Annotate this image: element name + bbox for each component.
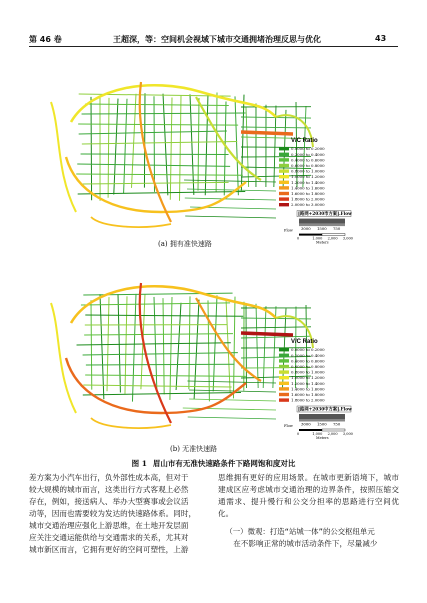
local-road bbox=[91, 97, 92, 200]
legend-title: V/C Ratio bbox=[291, 339, 318, 345]
legend-swatch bbox=[279, 158, 289, 161]
legend-item: 1.0000 to 1.2000 bbox=[291, 174, 325, 180]
legend-swatch bbox=[279, 197, 289, 200]
arterial-road bbox=[91, 418, 171, 428]
local-road bbox=[187, 381, 276, 383]
local-road bbox=[170, 297, 172, 400]
legend-swatch bbox=[279, 192, 289, 195]
page-number: 43 bbox=[375, 34, 387, 43]
legend-item: 0.8000 to 1.0000 bbox=[291, 369, 325, 375]
legend-item: 0.2000 to 0.4000 bbox=[291, 151, 325, 157]
legend-item: 1.4000 to 1.6000 bbox=[291, 185, 325, 191]
local-road bbox=[79, 131, 227, 134]
flow-word: Flow bbox=[284, 228, 293, 233]
legend-item: 0.0000 to 0.2000 bbox=[291, 146, 325, 152]
local-road bbox=[188, 417, 276, 419]
scale-unit: Meters bbox=[316, 436, 329, 440]
local-road bbox=[77, 343, 231, 345]
figure-label: 图 1 bbox=[131, 459, 147, 468]
legend-item: 1.2000 to 1.4000 bbox=[291, 380, 325, 386]
running-title: 王超深，等：空间机会视域下城市交通拥堵治理反思与优化 bbox=[113, 35, 321, 44]
arterial-road bbox=[196, 298, 261, 381]
legend-item: 0.4000 to 0.6000 bbox=[291, 358, 325, 364]
body-paragraph: 在不影响正常的城市活动条件下，尽量减少 bbox=[233, 539, 378, 548]
figure-caption-text: 眉山市有无准快速路条件下路网饱和度对比 bbox=[152, 459, 296, 468]
flow-value: 1500 bbox=[317, 226, 327, 232]
local-road bbox=[124, 99, 127, 194]
scale-value: 2,000 bbox=[327, 236, 338, 241]
legend-swatch bbox=[279, 175, 289, 178]
legend-swatch bbox=[279, 147, 289, 150]
local-road bbox=[78, 191, 246, 194]
map-legend bbox=[279, 138, 353, 245]
local-road bbox=[241, 336, 311, 338]
local-road bbox=[82, 113, 246, 114]
legend-item: 1.0000 to 1.2000 bbox=[291, 375, 325, 381]
local-road bbox=[154, 96, 155, 192]
flow-value: 3000 bbox=[301, 226, 311, 232]
legend-swatch bbox=[279, 203, 289, 206]
bridge-road bbox=[241, 132, 293, 134]
legend-item: 0.4000 to 0.6000 bbox=[291, 157, 325, 163]
bridge-road bbox=[241, 333, 293, 335]
subfigure-caption-b: (b) 无准快速路 bbox=[170, 445, 218, 453]
body-line: 动等，因而也需要较为发达的快速路体系。同时， bbox=[29, 509, 197, 518]
body-line: 差方案为小汽车出行，负外部性成本高，但对于 bbox=[29, 473, 189, 482]
local-road bbox=[194, 300, 199, 400]
local-road bbox=[170, 97, 172, 199]
legend-item: 0.6000 to 0.8000 bbox=[291, 364, 325, 369]
scale-value: 3,000 bbox=[342, 236, 353, 241]
flow-bar bbox=[299, 219, 345, 224]
scale-bar bbox=[299, 429, 322, 431]
body-column-right bbox=[218, 472, 399, 550]
scale-bar bbox=[322, 234, 345, 236]
section-heading: （一）微观：打造“站城一体”的公交枢纽单元 bbox=[225, 527, 375, 536]
flow-value: 1500 bbox=[317, 421, 327, 427]
local-road bbox=[189, 399, 276, 401]
local-road bbox=[185, 198, 276, 200]
local-road bbox=[205, 93, 208, 195]
scale-value: 0 bbox=[297, 236, 300, 241]
local-road bbox=[241, 117, 311, 118]
header-rule bbox=[29, 46, 398, 47]
body-line: 较大规模的城市而言，这类出行方式客观上必然 bbox=[29, 485, 189, 494]
flow-value: 750 bbox=[333, 226, 341, 232]
legend-item: 1.8000 to 2.0000 bbox=[291, 196, 325, 202]
body-paragraph: 思维拥有更好的应用场景。在城市更新语境下，城市建成区应考虑城市交通治理的边界条件，按照压缩交通需求、提升慢行和公交分担率的思路进行空间优化。 bbox=[218, 473, 399, 518]
arterial-road bbox=[91, 217, 171, 227]
local-road bbox=[180, 96, 181, 201]
map-legend bbox=[279, 339, 353, 440]
local-road bbox=[187, 189, 276, 191]
local-road bbox=[198, 98, 199, 191]
legend-swatch bbox=[279, 370, 289, 373]
legend-swatch bbox=[279, 348, 289, 351]
legend-swatch bbox=[279, 365, 289, 368]
local-road bbox=[85, 375, 246, 376]
scale-unit: Meters bbox=[316, 240, 329, 245]
legend-item: 1.4000 to 1.6000 bbox=[291, 386, 325, 392]
legend-item: 0.2000 to 0.4000 bbox=[291, 352, 325, 358]
map-panel-b bbox=[31, 263, 392, 440]
local-road bbox=[118, 294, 120, 393]
local-road bbox=[76, 174, 243, 175]
journal-volume: 第 46 卷 bbox=[29, 35, 62, 44]
road-network bbox=[51, 82, 313, 227]
flow-value: 750 bbox=[333, 421, 341, 427]
legend-swatch bbox=[279, 153, 289, 156]
legend-item: 1.6000 to 1.8000 bbox=[291, 392, 325, 397]
local-road bbox=[241, 327, 311, 328]
legend-swatch bbox=[279, 387, 289, 390]
scale-value: 2,000 bbox=[327, 432, 338, 436]
body-line: 应关注交通运能供给与交通需求的关系，尤其对 bbox=[29, 533, 189, 542]
body-column-left bbox=[29, 472, 205, 556]
local-road bbox=[81, 154, 229, 155]
local-road bbox=[125, 296, 127, 394]
local-road bbox=[144, 93, 145, 187]
legend-swatch bbox=[279, 186, 289, 189]
local-road bbox=[233, 297, 235, 399]
subfigure-caption-a: (a) 拥有准快速路 bbox=[158, 240, 212, 248]
local-road bbox=[108, 98, 109, 198]
legend-swatch bbox=[279, 393, 289, 396]
scale-bar bbox=[299, 234, 322, 236]
local-road bbox=[185, 216, 276, 218]
scale-bar bbox=[322, 429, 345, 431]
arterial-road bbox=[71, 85, 276, 122]
flow-label: [路网+2030中方案].Flow bbox=[298, 407, 352, 413]
legend-title: V/C Ratio bbox=[291, 138, 318, 144]
scale-value: 1,000 bbox=[312, 432, 323, 436]
local-road bbox=[100, 294, 104, 399]
local-road bbox=[84, 334, 233, 335]
local-road bbox=[235, 96, 238, 195]
legend-item: 1.6000 to 1.8000 bbox=[291, 191, 325, 196]
local-road bbox=[83, 393, 241, 395]
flow-label: [路网+2030市方案].Flow bbox=[298, 212, 352, 217]
local-road bbox=[241, 95, 244, 191]
local-road bbox=[163, 298, 164, 394]
legend-swatch bbox=[279, 359, 289, 362]
body-line: 城市交通治理应强化上游思维，在土地开发层面 bbox=[29, 521, 189, 530]
local-road bbox=[189, 296, 190, 389]
legend-swatch bbox=[279, 354, 289, 357]
legend-item: 0.6000 to 0.8000 bbox=[291, 163, 325, 168]
legend-item: 2.0000 to 3.0000 bbox=[291, 202, 325, 208]
legend-swatch bbox=[279, 376, 289, 379]
flow-bar bbox=[299, 414, 345, 419]
scale-value: 0 bbox=[297, 432, 300, 436]
legend-swatch bbox=[279, 382, 289, 385]
running-header bbox=[0, 0, 427, 48]
scale-value: 1,000 bbox=[312, 236, 323, 241]
legend-item: 0.0000 to 0.2000 bbox=[291, 347, 325, 353]
local-road bbox=[189, 390, 276, 392]
legend-item: 0.8000 to 1.0000 bbox=[291, 168, 325, 174]
local-road bbox=[224, 102, 226, 196]
local-road bbox=[114, 99, 118, 195]
legend-swatch bbox=[279, 164, 289, 167]
legend-swatch bbox=[279, 169, 289, 172]
local-road bbox=[82, 142, 237, 144]
local-road bbox=[241, 127, 311, 128]
flow-word: Flow bbox=[284, 424, 293, 428]
local-road bbox=[241, 318, 311, 319]
local-road bbox=[163, 94, 168, 196]
legend-swatch bbox=[279, 398, 289, 401]
legend-item: 1.8000 to 2.0000 bbox=[291, 397, 325, 403]
road-network-map-b bbox=[31, 263, 392, 440]
legend-item: 1.2000 to 1.4000 bbox=[291, 179, 325, 185]
road-network bbox=[51, 283, 313, 428]
local-road bbox=[86, 364, 235, 365]
figure-caption bbox=[0, 458, 427, 469]
flow-value: 3000 bbox=[301, 421, 311, 427]
local-road bbox=[132, 94, 136, 188]
body-line: 城市新区而言，它拥有更好的空间可塑性，上游 bbox=[29, 545, 189, 554]
legend-swatch bbox=[279, 181, 289, 184]
local-road bbox=[226, 298, 230, 392]
scale-value: 3,000 bbox=[342, 432, 353, 436]
local-road bbox=[78, 124, 238, 125]
body-line: 存在，例如，接送病人、举办大型赛事或会议活 bbox=[29, 497, 189, 506]
local-road bbox=[256, 304, 258, 388]
